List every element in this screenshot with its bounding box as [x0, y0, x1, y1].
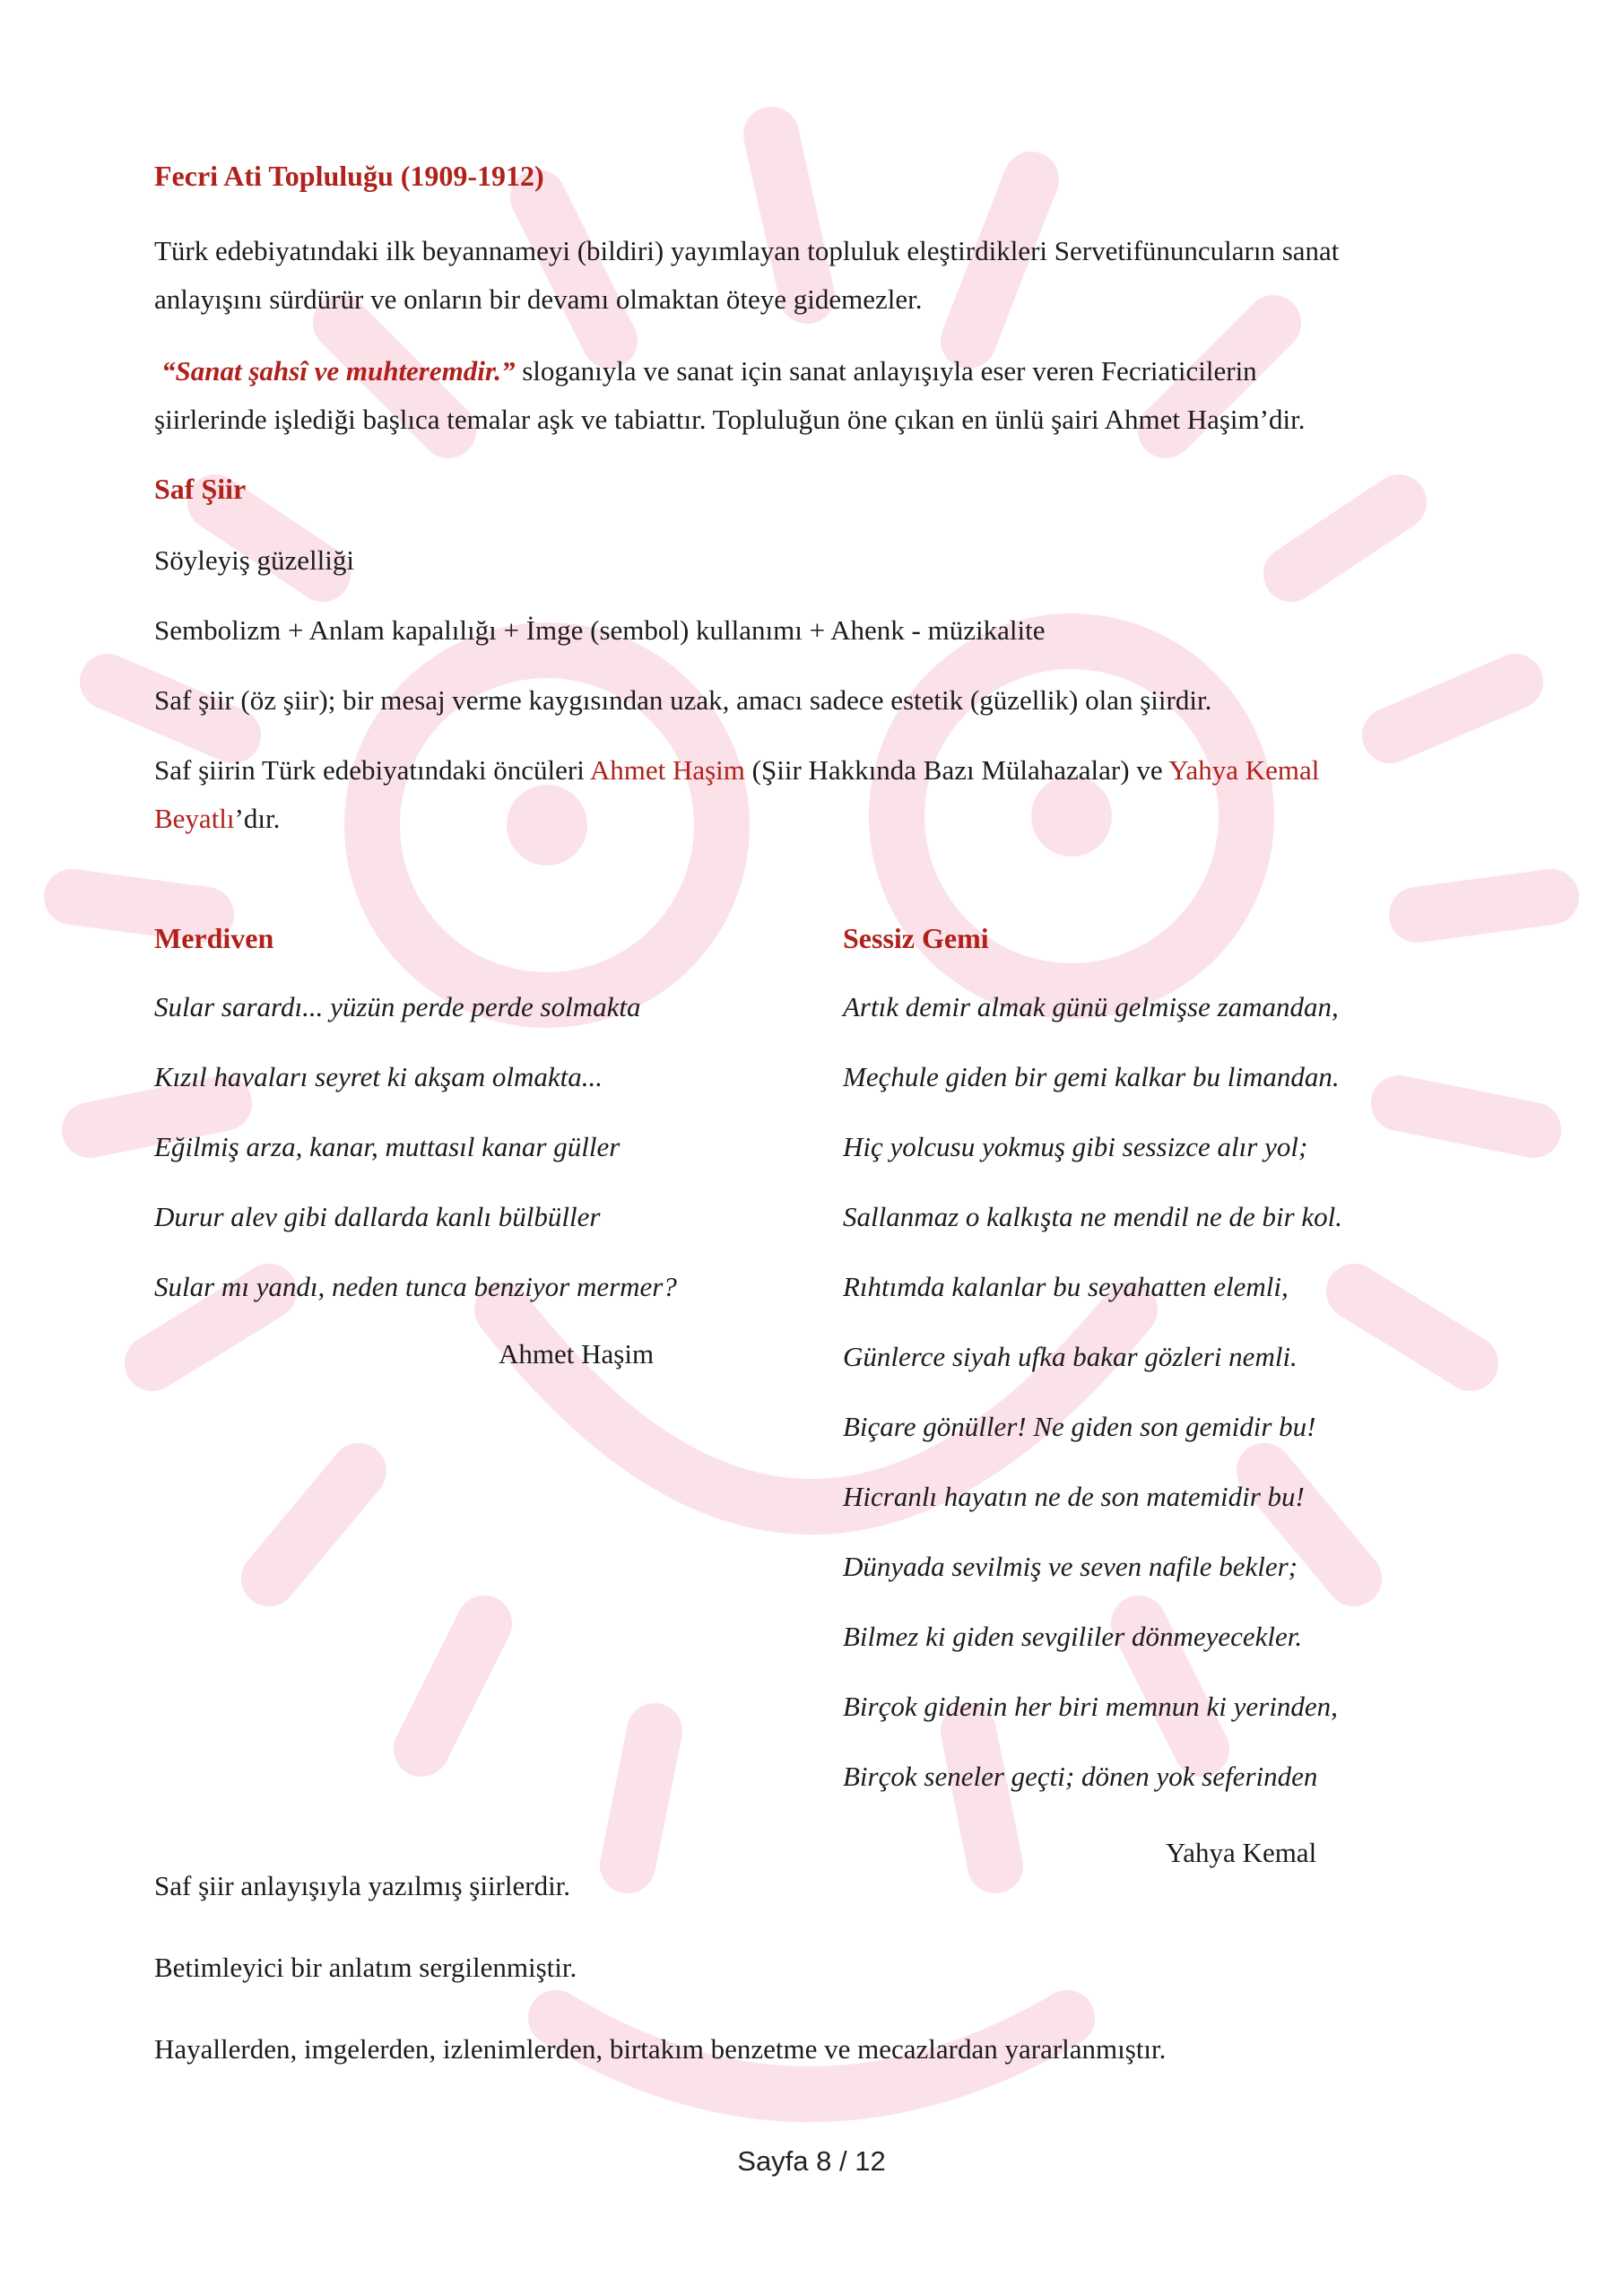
paragraph-line: Türk edebiyatındaki ilk beyannameyi (bildiri) yayımlayan topluluk eleştirdikleri Servetifünuncuların sanat	[154, 235, 1340, 266]
poem-line: Artık demir almak günü gelmişse zamandan,	[843, 991, 1339, 1022]
poem-title-merdiven: Merdiven	[154, 922, 274, 954]
poem-author: Ahmet Haşim	[499, 1338, 655, 1370]
paragraph-line	[154, 746, 1319, 795]
paragraph-line: Söyleyiş güzelliği	[154, 544, 355, 576]
paragraph-line: Saf şiir (öz şiir); bir mesaj verme kaygısından uzak, amacı sadece estetik (güzellik) olan şiirdir.	[154, 684, 1212, 716]
poem-title-sessiz-gemi: Sessiz Gemi	[843, 922, 989, 954]
paragraph-text: Saf şiirin Türk edebiyatındaki öncüleri	[154, 754, 590, 786]
poem-line: Hiç yolcusu yokmuş gibi sessizce alır yol;	[843, 1131, 1308, 1162]
paragraph-line	[154, 795, 280, 843]
paragraph-text: ’dır.	[234, 803, 281, 834]
poem-line: Biçare gönüller! Ne giden son gemidir bu!	[843, 1411, 1316, 1442]
poet-name-ahmet-hasim: Ahmet Haşim	[589, 754, 745, 786]
poem-line: Durur alev gibi dallarda kanlı bülbüller	[154, 1201, 601, 1232]
poem-line: Sular sarardı... yüzün perde perde solmakta	[154, 991, 641, 1022]
paragraph-line	[161, 347, 1257, 396]
poem-line: Eğilmiş arza, kanar, muttasıl kanar güller	[154, 1131, 621, 1162]
page-number: Sayfa 8 / 12	[737, 2145, 886, 2177]
poem-author: Yahya Kemal	[1166, 1837, 1317, 1868]
poem-line: Dünyada sevilmiş ve seven nafile bekler;	[843, 1551, 1298, 1582]
poem-line: Meçhule giden bir gemi kalkar bu limandan.	[843, 1061, 1340, 1092]
paragraph-line: şiirlerinde işlediği başlıca temalar aşk ve tabiattır. Topluluğun öne çıkan en ünlü şairi Ahmet Haşim’dir.	[154, 404, 1306, 435]
poem-line: Birçok seneler geçti; dönen yok seferinden	[843, 1761, 1318, 1792]
poet-name-yahya-kemal: Yahya Kemal	[1168, 754, 1320, 786]
poem-line: Rıhtımda kalanlar bu seyahatten elemli,	[843, 1271, 1289, 1302]
poem-line: Birçok gidenin her biri memnun ki yerinden,	[843, 1691, 1338, 1722]
note-line: Hayallerden, imgelerden, izlenimlerden, birtakım benzetme ve mecazlardan yararlanmıştır.	[154, 2033, 1167, 2065]
poem-line: Sallanmaz o kalkışta ne mendil ne de bir kol.	[843, 1201, 1343, 1232]
poem-line: Bilmez ki giden sevgililer dönmeyecekler.	[843, 1621, 1303, 1652]
paragraph-line: Sembolizm + Anlam kapalılığı + İmge (sembol) kullanımı + Ahenk - müzikalite	[154, 614, 1046, 646]
paragraph-line: anlayışını sürdürür ve onların bir devamı olmaktan öteye gidemezler.	[154, 283, 923, 315]
paragraph-text: sloganıyla ve sanat için sanat anlayışıyla eser veren Fecriaticilerin	[515, 355, 1257, 387]
poet-surname-beyatli: Beyatlı	[154, 803, 235, 834]
slogan-quote: “Sanat şahsî ve muhteremdir.”	[161, 355, 516, 387]
poem-line: Hicranlı hayatın ne de son matemidir bu!	[843, 1481, 1305, 1512]
note-line: Saf şiir anlayışıyla yazılmış şiirlerdir.	[154, 1870, 571, 1901]
poem-line: Sular mı yandı, neden tunca benziyor mermer?	[154, 1271, 677, 1302]
poem-line: Kızıl havaları seyret ki akşam olmakta...	[154, 1061, 603, 1092]
section-title-fecri-ati: Fecri Ati Topluluğu (1909-1912)	[154, 160, 544, 192]
section-title-saf-siir: Saf Şiir	[154, 473, 247, 505]
paragraph-text: (Şiir Hakkında Bazı Mülahazalar) ve	[744, 754, 1169, 786]
note-line: Betimleyici bir anlatım sergilenmiştir.	[154, 1952, 577, 1983]
poem-line: Günlerce siyah ufka bakar gözleri nemli.	[843, 1341, 1298, 1372]
